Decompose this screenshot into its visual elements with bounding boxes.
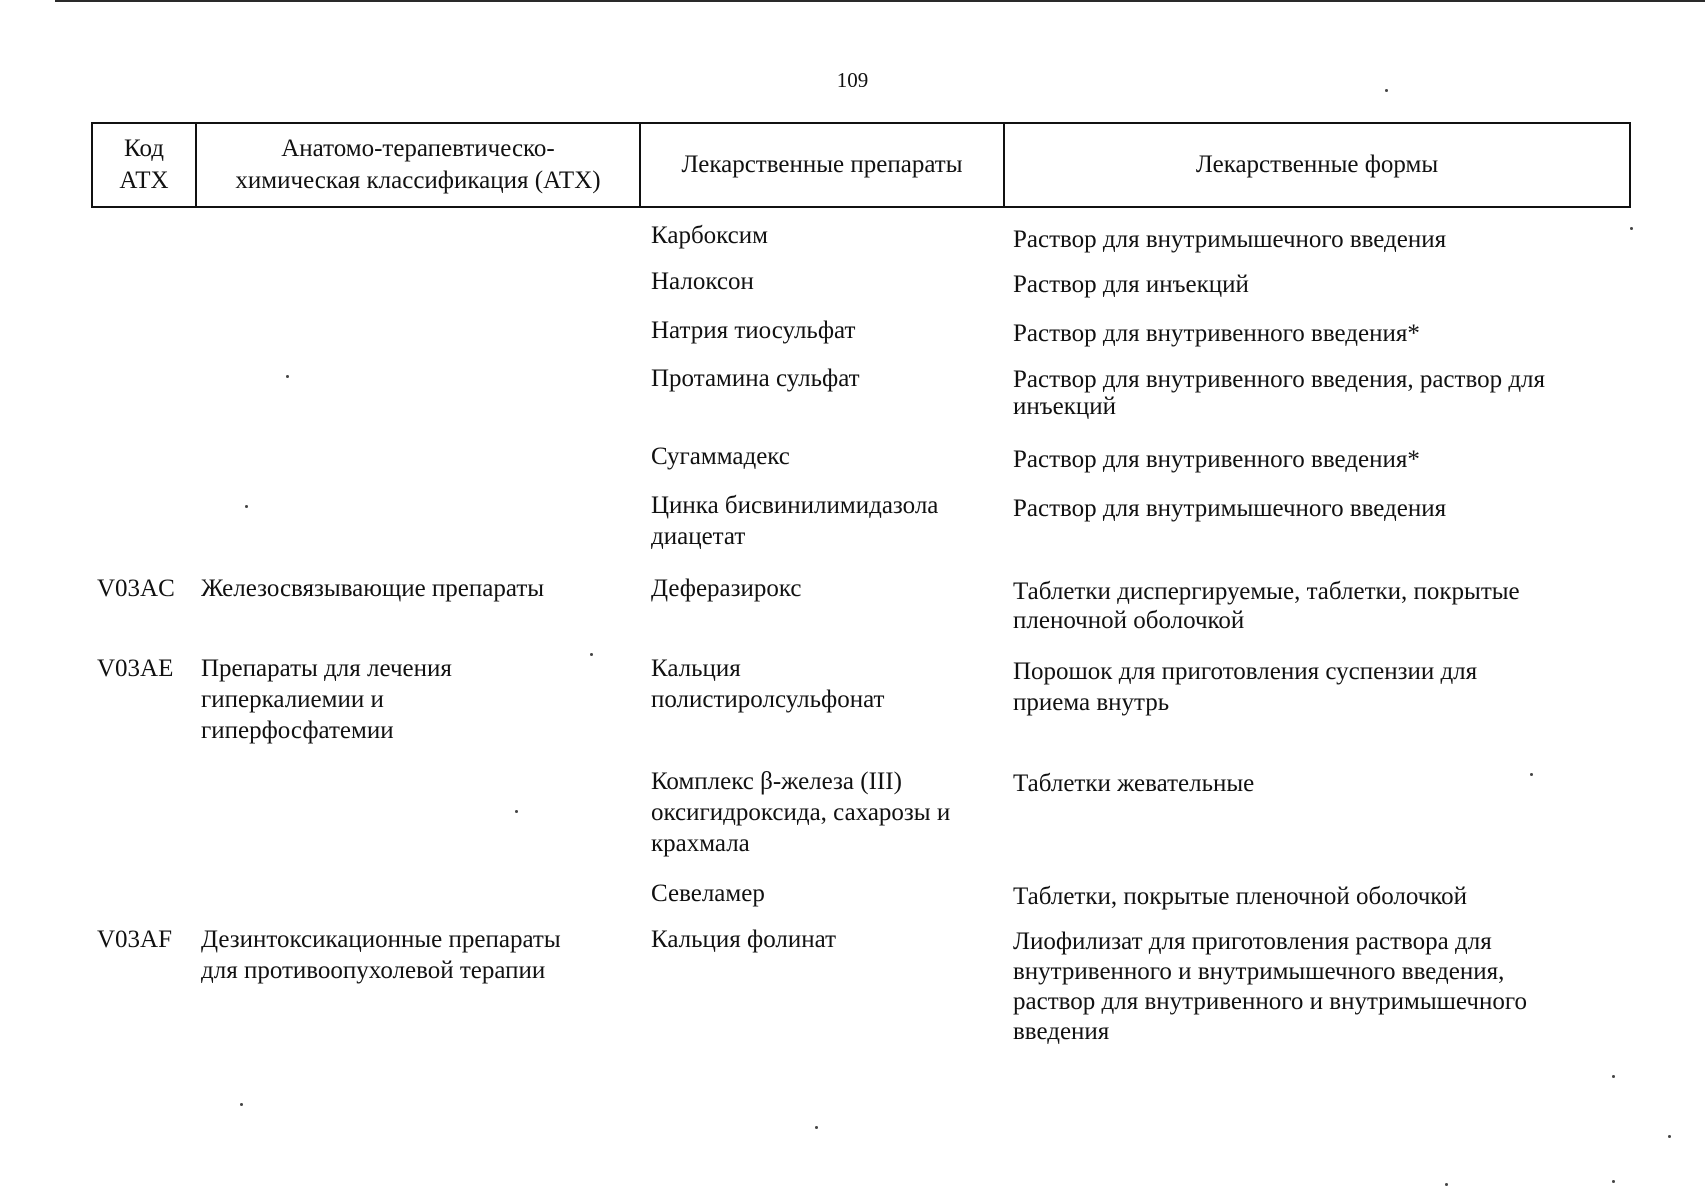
scan-speck — [815, 1126, 818, 1129]
page-number: 109 — [836, 68, 869, 92]
table-row — [91, 653, 1631, 766]
cell-dosage-form: Порошок для приготовления суспензии для приема внутрь — [1013, 658, 1478, 716]
scan-speck — [245, 505, 248, 508]
header-dosage-forms: Лекарственные формы — [1195, 151, 1439, 178]
cell-drug-name: Севеламер — [651, 880, 765, 907]
cell-atc-code — [91, 220, 195, 266]
cell-atc-code: V03AC — [97, 575, 175, 602]
table-row — [91, 266, 1631, 315]
scan-speck — [1668, 1135, 1671, 1138]
cell-classification: Препараты для лечения гиперкалиемии и гиперфосфатемии — [201, 655, 452, 744]
scan-speck — [1530, 773, 1533, 776]
cell-classification — [195, 878, 639, 924]
cell-atc-code — [91, 490, 195, 573]
cell-classification — [195, 490, 639, 573]
cell-drug-name: Карбоксим — [651, 222, 768, 249]
cell-dosage-form: Раствор для инъекций — [1013, 271, 1249, 298]
cell-classification — [195, 266, 639, 315]
cell-atc-code — [91, 441, 195, 490]
header-drugs: Лекарственные препараты — [641, 124, 1005, 206]
cell-drug-name: Кальция фолинат — [651, 926, 837, 953]
cell-atc-code — [91, 266, 195, 315]
cell-atc-code — [91, 315, 195, 363]
cell-dosage-form: Раствор для внутримышечного введения — [1013, 226, 1447, 253]
cell-dosage-form: Раствор для внутривенного введения* — [1013, 446, 1420, 473]
cell-atc-code: V03AE — [97, 655, 174, 682]
cell-atc-code — [91, 766, 195, 878]
cell-dosage-form: Таблетки жевательные — [1013, 770, 1255, 797]
cell-drug-name: Цинка бисвинилимидазола диацетат — [651, 492, 939, 550]
cell-classification — [195, 363, 639, 441]
scan-speck — [515, 810, 518, 813]
cell-classification — [195, 220, 639, 266]
cell-atc-code: V03AF — [97, 926, 173, 953]
scan-speck — [1630, 227, 1633, 230]
table-body — [91, 220, 1631, 1054]
table-header — [91, 122, 1631, 208]
cell-drug-name: Протамина сульфат — [651, 365, 860, 392]
scan-speck — [590, 653, 593, 656]
scan-speck — [1385, 89, 1388, 92]
cell-atc-code — [91, 878, 195, 924]
table-row — [91, 924, 1631, 1054]
cell-drug-name: Комплекс β-железа (III) оксигидроксида, сахарозы и крахмала — [651, 768, 951, 857]
cell-drug-name: Кальция полистиролсульфонат — [651, 655, 885, 713]
scan-speck — [1445, 1183, 1448, 1186]
header-code-atc: Код АТХ — [93, 124, 197, 206]
cell-dosage-form: Таблетки, покрытые пленочной оболочкой — [1013, 883, 1468, 910]
table-row — [91, 315, 1631, 363]
scan-speck — [1612, 1075, 1615, 1078]
table-row — [91, 490, 1631, 573]
cell-dosage-form: Раствор для внутривенного введения, раствор для инъекций — [1013, 366, 1546, 420]
scan-speck — [1612, 1180, 1615, 1183]
cell-dosage-form: Лиофилизат для приготовления раствора для внутривенного и внутримышечного введения, раствор для внутривенного и внутримышечного введения — [1013, 928, 1527, 1045]
cell-classification — [195, 766, 639, 878]
table-row — [91, 766, 1631, 878]
cell-drug-name: Натрия тиосульфат — [651, 317, 856, 344]
cell-drug-name: Сугаммадекс — [651, 443, 790, 470]
table-row — [91, 441, 1631, 490]
cell-atc-code — [91, 363, 195, 441]
table-row — [91, 220, 1631, 266]
cell-drug-name: Деферазирокс — [651, 575, 802, 602]
cell-drug-name: Налоксон — [651, 268, 754, 295]
top-border-line — [55, 0, 1705, 2]
cell-dosage-form: Таблетки диспергируемые, таблетки, покрытые пленочной оболочкой — [1013, 578, 1520, 634]
header-atc-classification: Анатомо-терапевтическо- химическая классификация (АТХ) — [197, 124, 641, 206]
table-row — [91, 878, 1631, 924]
scan-speck — [240, 1103, 243, 1106]
cell-classification: Железосвязывающие препараты — [201, 575, 545, 602]
cell-dosage-form: Раствор для внутримышечного введения — [1013, 495, 1447, 522]
cell-classification — [195, 441, 639, 490]
cell-classification: Дезинтоксикационные препараты для противоопухолевой терапии — [201, 926, 561, 984]
cell-classification — [195, 315, 639, 363]
table-row — [91, 363, 1631, 441]
scan-speck — [286, 375, 289, 378]
cell-dosage-form: Раствор для внутривенного введения* — [1013, 320, 1420, 347]
table-row — [91, 573, 1631, 653]
